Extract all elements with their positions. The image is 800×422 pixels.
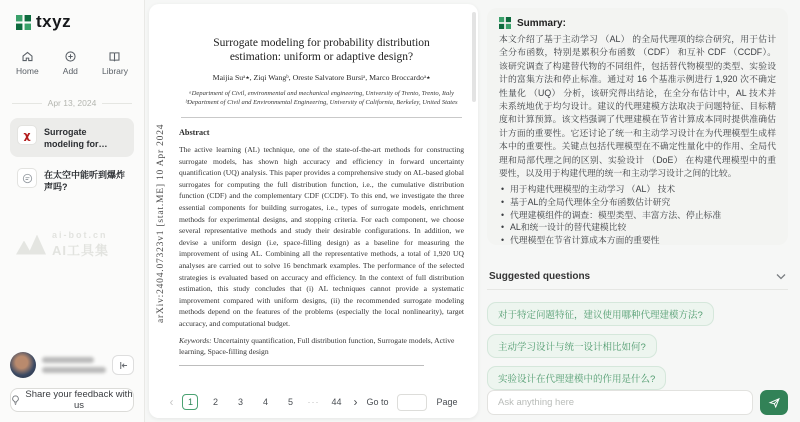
sidebar-item-paper-thread[interactable] bbox=[10, 118, 134, 157]
summary-card bbox=[487, 8, 788, 245]
nav-home-button[interactable] bbox=[16, 50, 39, 76]
pagination-bar bbox=[149, 386, 478, 418]
chevron-down-icon bbox=[776, 273, 786, 280]
ask-input[interactable] bbox=[487, 390, 753, 415]
suggested-question-chip[interactable]: 主动学习设计与统一设计相比如何? bbox=[487, 334, 657, 358]
watermark-line2: AI工具集 bbox=[52, 243, 110, 258]
keywords-line bbox=[179, 335, 464, 357]
next-page-button[interactable]: › bbox=[353, 395, 358, 409]
watermark-line1: ai-bot.cn bbox=[52, 230, 108, 240]
ask-bar bbox=[487, 390, 788, 415]
date-divider-label: Apr 13, 2024 bbox=[47, 98, 97, 108]
summary-bullet: • 基于AL的全局代理体全分布函数估计研究 bbox=[499, 196, 776, 209]
nav-library-label: Library bbox=[102, 66, 128, 76]
page-label: Page bbox=[436, 397, 458, 407]
sidebar bbox=[0, 0, 145, 422]
keywords-label: Keywords: bbox=[179, 335, 212, 345]
user-name-email-redacted bbox=[42, 357, 106, 373]
page-button-1[interactable]: 1 bbox=[182, 394, 198, 410]
watermark-logo-icon bbox=[16, 235, 46, 255]
paper-affiliation-2: ᵇDepartment of Civil and Environmental Engineering, University of California, Berkeley, United States bbox=[185, 99, 458, 106]
app-title: txyz bbox=[36, 12, 72, 31]
nav-add-button[interactable] bbox=[63, 50, 78, 76]
page-button-3[interactable]: 3 bbox=[237, 397, 243, 407]
avatar[interactable] bbox=[10, 352, 36, 378]
nav-home-label: Home bbox=[16, 66, 39, 76]
page-button-5[interactable]: 5 bbox=[287, 397, 293, 407]
page-button-4[interactable]: 4 bbox=[262, 397, 268, 407]
nav-add-label: Add bbox=[62, 66, 78, 76]
assistant-panel bbox=[487, 0, 788, 422]
paper-page bbox=[179, 4, 464, 386]
summary-bullet: • 代理建模组件的调查：模型类型、丰富方法、停止标准 bbox=[499, 209, 776, 222]
collapse-sidebar-icon bbox=[118, 360, 129, 371]
paper-affiliation-1: ᵃDepartment of Civil, environmental and mechanical engineering, University of Trento, Trento, Italy bbox=[188, 90, 455, 97]
paper-authors: Maijia Suᵃ٭, Ziqi Wangᵇ, Oreste Salvatore Bursiᵃ, Marco Broccardoᵃ٭ bbox=[212, 73, 431, 82]
abstract-heading: Abstract bbox=[179, 128, 210, 137]
summary-bullet: • AL和统一设计的替代建模比较 bbox=[499, 221, 776, 234]
add-icon bbox=[64, 50, 77, 63]
sidebar-item-chat-thread[interactable] bbox=[10, 161, 134, 200]
nav-library-button[interactable] bbox=[102, 50, 128, 76]
feedback-button-label: Share your feedback with us bbox=[25, 389, 133, 411]
paper-viewer bbox=[149, 4, 478, 418]
collapse-sidebar-button[interactable] bbox=[112, 355, 134, 375]
sidebar-nav bbox=[10, 50, 134, 76]
txyz-logo-icon bbox=[16, 15, 31, 30]
arxiv-document-icon: χ bbox=[17, 125, 37, 145]
send-icon bbox=[768, 396, 781, 409]
send-button[interactable] bbox=[760, 390, 788, 415]
page-button-2[interactable]: 2 bbox=[212, 397, 218, 407]
previous-page-button[interactable]: ‹ bbox=[169, 395, 174, 409]
suggested-question-chip[interactable]: 实验设计在代理建模中的作用是什么? bbox=[487, 366, 666, 390]
paper-scrollbar[interactable] bbox=[472, 12, 476, 102]
thread-title: Surrogate modeling for bbox=[44, 127, 99, 149]
arxiv-stamp: arXiv:2404.07323v1 [stat.ME] 10 Apr 2024 bbox=[156, 123, 166, 323]
txyz-logo[interactable] bbox=[10, 12, 134, 32]
page-button-44[interactable]: 44 bbox=[331, 397, 342, 407]
suggested-question-chip[interactable]: 对于特定问题特征，建议使用哪种代理建模方法? bbox=[487, 302, 714, 326]
summary-paragraph: 本文介绍了基于主动学习 （AL） 的全局代理项的综合研究，用于估计全分布函数，特别是累积分布函数 （CDF） 和互补 CDF （CCDF）。该研究调查了构建替代物的不同组件，包括替代物模型的类型、实验设计的富集方法和停止标准。通过对 16 个基准示例进行 1,920 次不确定性量化 （UQ） 分析，该研究得出结论，在全分布估计中，AL 技术并未系统地优于均匀设计。建议的代理建模方法取决于问题特征、目标精度和计算预算。该文档强调了代理建模在节省计算成本同时提供准确估计方面的重要性。它还讨论了统一和主动学习设计在为代理模型生成样本中的重要性。关键点包括代理模型在不确定性量化中的作用、全局代理和局部代理之间的区别、实验设计 （DoE） 在构建代理模型中的重要性，以及用于构建代理的统一和主动学习设计之间的比较。 bbox=[499, 34, 776, 179]
summary-header bbox=[499, 17, 776, 29]
paper-title: Surrogate modeling for probability distribution estimation: uniform or adaptive design? bbox=[213, 37, 430, 63]
suggested-questions-header[interactable] bbox=[487, 271, 788, 290]
abstract-text: The active learning (AL) technique, one of the state-of-the-art methods for constructing surrogate models, has shown high accuracy and efficiency in forward uncertainty quantification (UQ) analysis. This paper provides a comprehensive study on AL-based global surrogates for computing the full distribution function, i.e., the cumulative distribution function (CDF) and the complementary CDF (CCDF). To this end, we investigate the three essential components for building surrogates, i.e., types of surrogate models, enrichment methods for experimental designs, and stopping criteria. For each component, we choose several representative methods and study their desirable configurations. In addition, we devise a uniform design (i.e, space-filling design) as a baseline for measuring the improvement of using AL. Combining all the representative methods, a total of 1,920 UQ analyses are carried out to solve 16 benchmark examples. The performance of the selected strategies is evaluated based on accuracy and efficiency. In the context of full distribution estimation, this study concludes that (i) AL techniques cannot provide a systematic improvement compared with uniform designs, (ii) the recommended surrogate modeling methods depend on the features of the problems (especially the local nonlinearity), target accuracy, and computational budget. bbox=[179, 145, 464, 328]
library-icon bbox=[108, 50, 121, 63]
abstract-divider bbox=[181, 117, 462, 118]
txyz-mark-icon bbox=[499, 17, 511, 29]
summary-title: Summary: bbox=[517, 17, 566, 29]
thread-title: 在太空中能听到爆炸声吗? bbox=[44, 170, 126, 192]
watermark bbox=[16, 230, 134, 259]
footnote-divider bbox=[179, 365, 424, 366]
summary-bullet: • 代理模型在节省计算成本方面的重要性 bbox=[499, 234, 776, 245]
chat-icon bbox=[17, 168, 37, 188]
summary-bullet: • 用于构建代理模型的主动学习 （AL） 技术 bbox=[499, 183, 776, 196]
pagination-ellipsis: ··· bbox=[307, 397, 320, 407]
date-divider bbox=[12, 98, 132, 108]
suggested-question-chips bbox=[487, 302, 788, 390]
user-account-row bbox=[10, 352, 134, 378]
suggested-questions-title: Suggested questions bbox=[489, 271, 591, 282]
home-icon bbox=[21, 50, 34, 63]
summary-bullet-list bbox=[499, 183, 776, 245]
lightbulb-icon bbox=[11, 394, 20, 406]
goto-page-input[interactable] bbox=[397, 394, 427, 411]
feedback-button[interactable] bbox=[10, 388, 134, 412]
keywords-text: Uncertainty quantification, Full distribution function, Surrogate models, Active learning, Space-filling design bbox=[179, 335, 455, 356]
goto-label: Go to bbox=[366, 397, 389, 407]
